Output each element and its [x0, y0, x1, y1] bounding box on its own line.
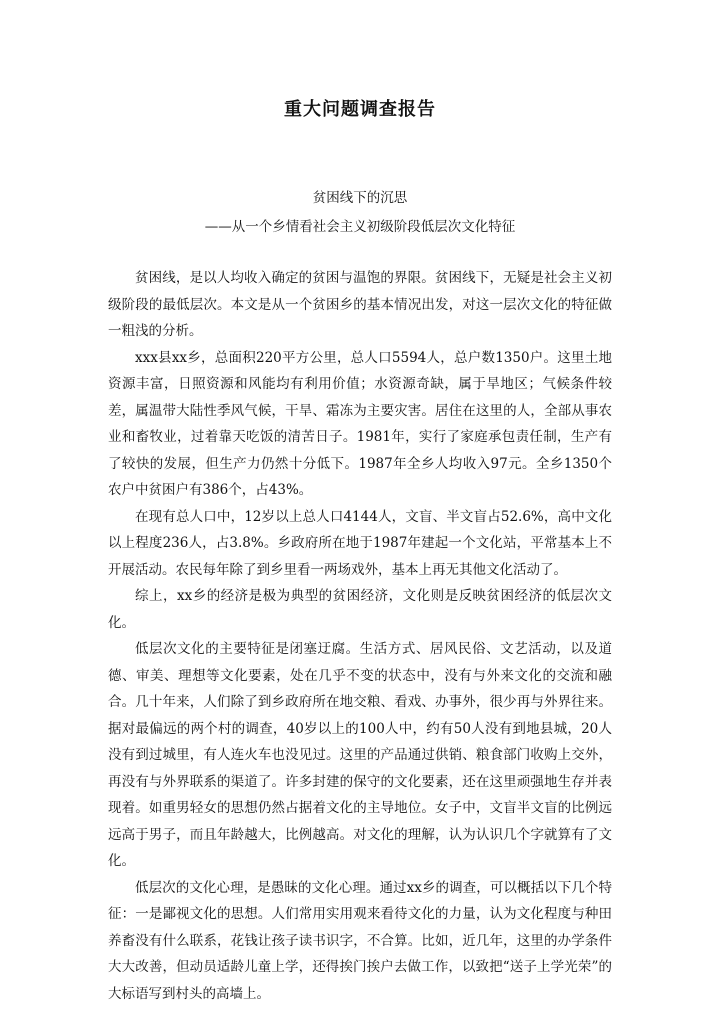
document-title: 重大问题调查报告: [284, 99, 436, 120]
paragraph: 综上，xx乡的经济是极为典型的贫困经济，文化则是反映贫困经济的低层次文化。: [108, 588, 612, 631]
subtitle-secondary: ——从一个乡情看社会主义初级阶段低层次文化特征: [204, 219, 516, 235]
subtitle: 贫困线下的沉思: [312, 190, 408, 206]
paragraph: xxx县xx乡，总面积220平方公里，总人口5594人，总户数1350户。这里土地资源丰富，日照资源和风能均有利用价值；水资源奇缺，属于旱地区；气候条件较差，属温带大陆性季风气候，干旱、霜冻为主要灾害。居住在这里的人，全部从事农业和畜牧业，过着靠天吃饭的清苦日子。1981年，实行了家庭承包责任制，生产有了较快的发展，但生产力仍然十分低下。1987年全乡人均收入97元。全乡1350个农户中贫困户有386个，占43%。: [108, 349, 612, 498]
paragraph: 贫困线，是以人均收入确定的贫困与温饱的界限。贫困线下，无疑是社会主义初级阶段的最低层次。本文是从一个贫困乡的基本情况出发，对这一层次文化的特征做一粗浅的分析。: [108, 270, 612, 339]
document-body: [108, 265, 612, 1007]
paragraph: 在现有总人口中，12岁以上总人口4144人，文盲、半文盲占52.6%，高中文化以上程度236人，占3.8%。乡政府所在地于1987年建起一个文化站，平常基本上不开展活动。农民每年除了到乡里看一两场戏外，基本上再无其他文化活动了。: [108, 508, 612, 578]
paragraph: 低层次的文化心理，是愚昧的文化心理。通过xx乡的调查，可以概括以下几个特征：一是鄙视文化的思想。人们常用实用观来看待文化的力量，认为文化程度与种田养畜没有什么联系，花钱让孩子读书识字，不合算。比如，近几年，这里的办学条件大大改善，但动员适龄儿童上学，还得挨门挨户去做工作，以致把“送子上学光荣”的大标语写到村头的高墙上。: [108, 879, 612, 1002]
paragraph: 低层次文化的主要特征是闭塞迂腐。生活方式、居风民俗、文艺活动，以及道德、审美、理想等文化要素，处在几乎不变的状态中，没有与外来文化的交流和融合。几十年来，人们除了到乡政府所在地交粮、看戏、办事外，很少再与外界往来。据对最偏远的两个村的调查，40岁以上的100人中，约有50人没有到地县城，20人没有到过城里，有人连火车也没见过。这里的产品通过供销、粮食部门收购上交外，再没有与外界联系的渠道了。许多封建的保守的文化要素，还在这里顽强地生存并表现着。如重男轻女的思想仍然占据着文化的主导地位。女子中，文盲半文盲的比例远远高于男子，而且年龄越大，比例越高。对文化的理解，认为认识几个字就算有了文化。: [108, 641, 612, 869]
